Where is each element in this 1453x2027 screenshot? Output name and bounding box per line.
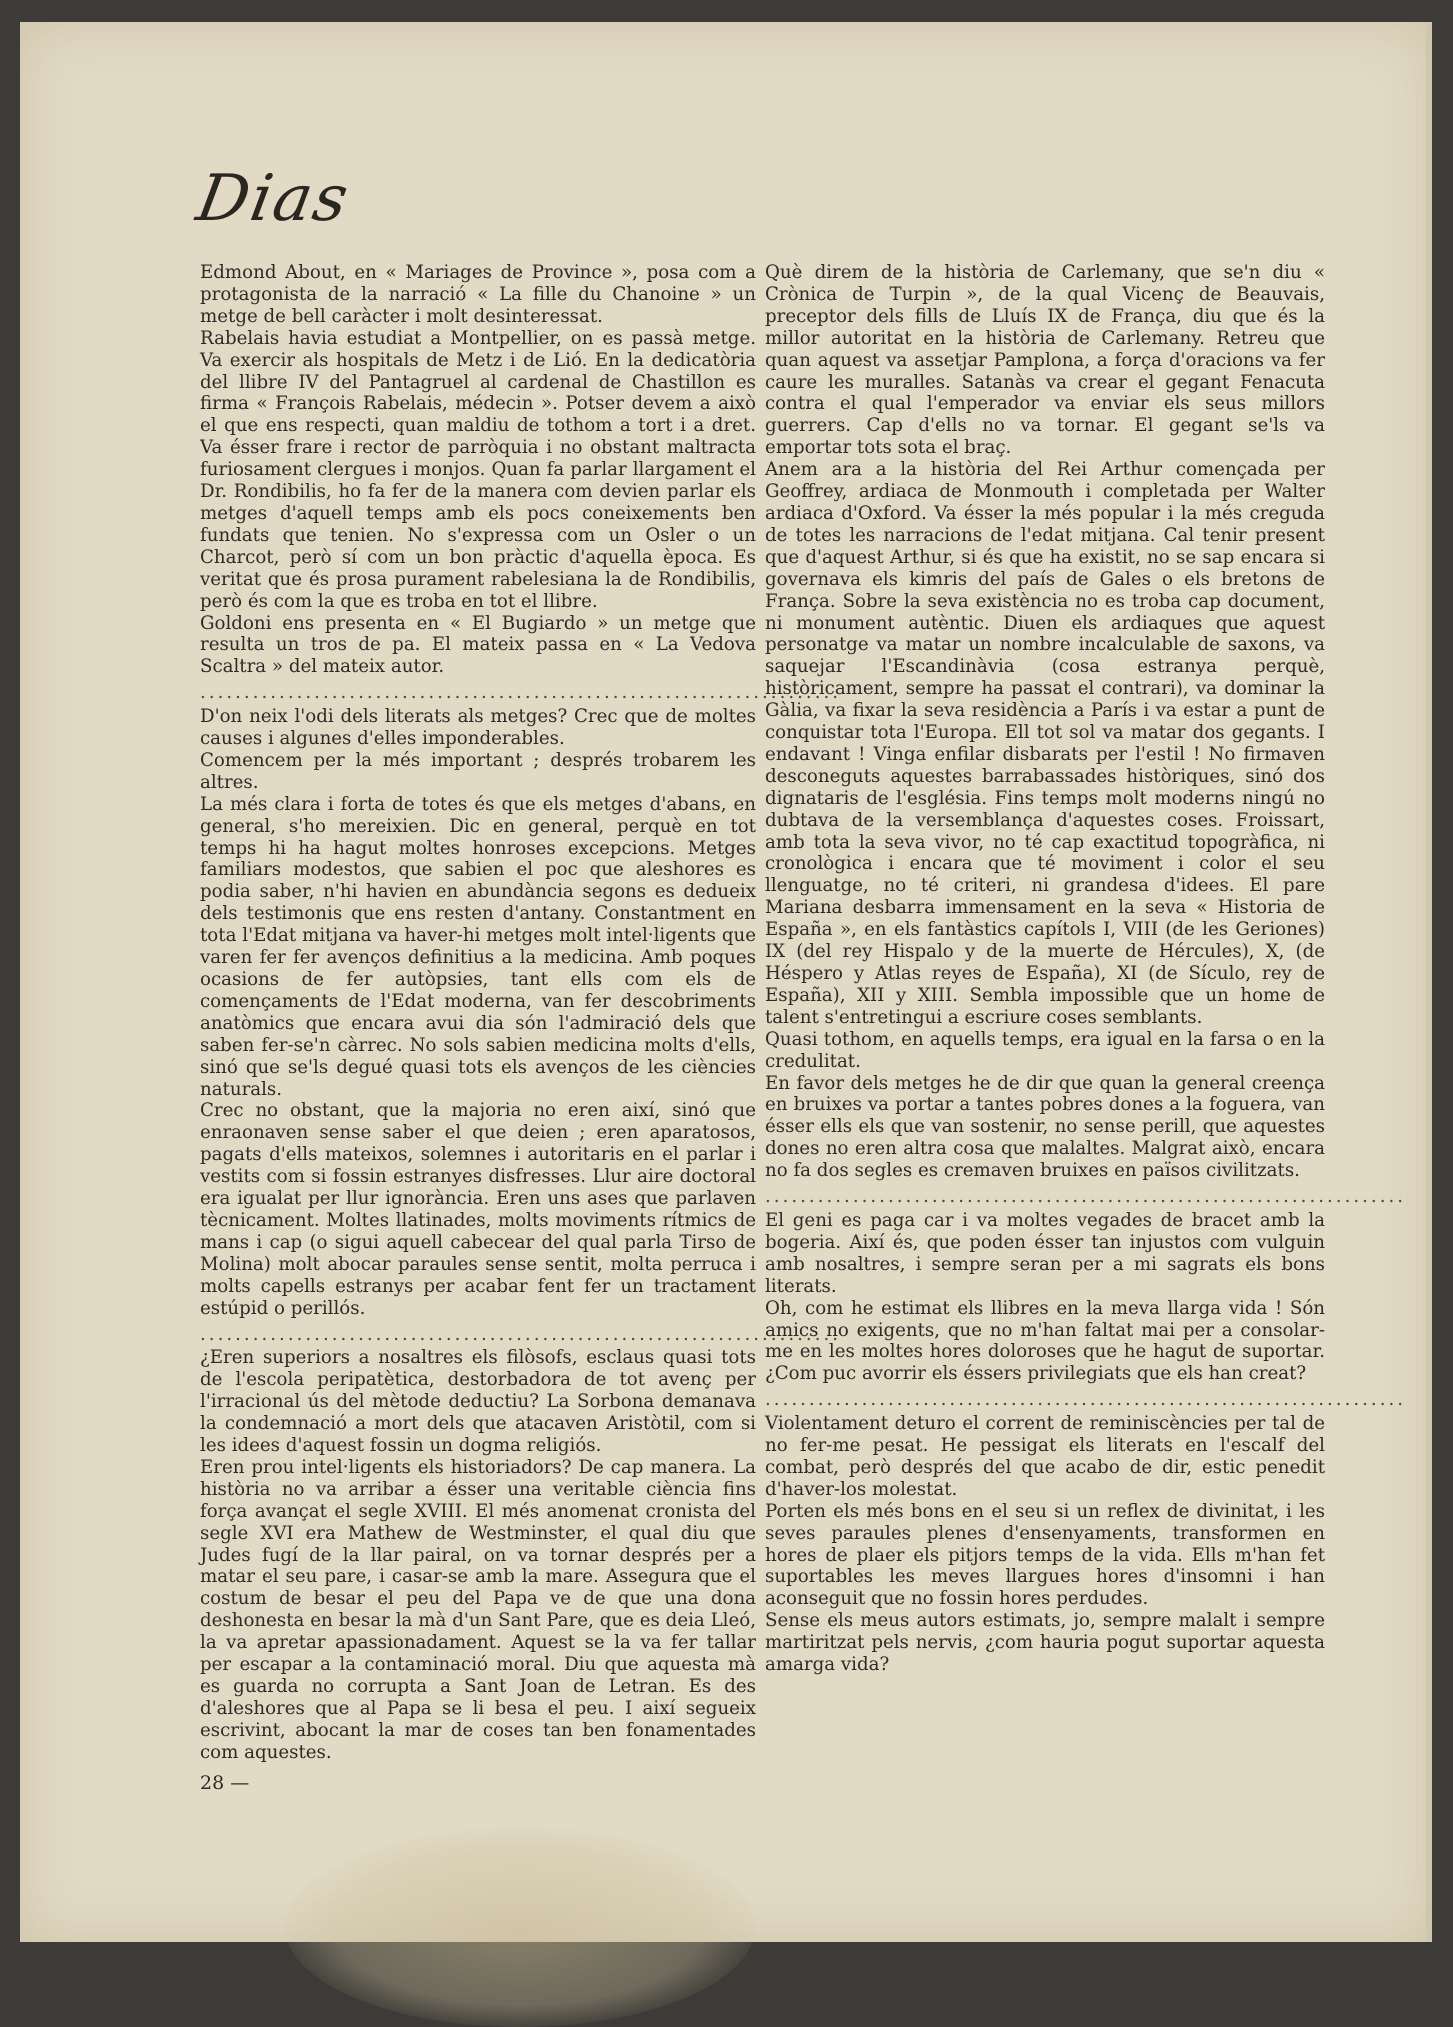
paragraph: D'on neix l'odi dels literats als metges? Crec que de moltes causes i algunes d'elles imponderables. bbox=[200, 706, 756, 750]
paragraph: La més clara i forta de totes és que els metges d'abans, en general, s'ho mereixien. Dic en general, perquè en tot temps hi ha hagut moltes honroses excepcions. Metges familiars modestos, que sabien el poc que aleshores es podia saber, n'hi havien en abundància segons es dedueix dels testimonis que ens resten d'antany. Constantment en tota l'Edat mitjana va haver-hi metges molt intel·ligents que varen fer fer avenços definitius a la medicina. Amb poques ocasions de fer autòpsies, tant ells com els de començaments de l'Edat moderna, van fer descobriments anatòmics que encara avui dia són l'admiració dels que saben fer-se'n càrrec. No sols sabien medicina molts d'ells, sinó que se'ls degué quasi tots els avenços de les ciències naturals. bbox=[200, 793, 756, 1100]
left-column bbox=[200, 262, 842, 1764]
paragraph: Crec no obstant, que la majoria no eren així, sinó que enraonaven sense saber el que deien ; eren aparatosos, pagats d'ells mateixos, solemnes i autoritaris en el parlar i vestits com si fossin estranyes disfresses. Llur aire doctoral era igualat per llur ignorància. Eren uns ases que parlaven tècnicament. Moltes llatinades, molts moviments rítmics de mans i cap (o sigui aquell cabecear del qual parla Tirso de Molina) molt abocar paraules sense sentit, molta perruca i molts capells estranys per acabar fent fer un tractament estúpid o perillós. bbox=[200, 1100, 756, 1319]
paragraph: Porten els més bons en el seu si un reflex de divinitat, i les seves paraules plenes d'ensenyaments, transformen en hores de plaer els pitjors temps de la vida. Ells m'han fet suportables les meves llargues hores d'insomni i han aconseguit que no fossin hores perdudes. bbox=[765, 1500, 1325, 1610]
paper-stain bbox=[285, 1827, 755, 2027]
paragraph: Comencem per la més important ; després trobarem les altres. bbox=[200, 749, 756, 793]
section-divider: ......................................................................... bbox=[765, 1389, 1407, 1411]
section-divider: ......................................................................... bbox=[200, 1323, 842, 1345]
paragraph: Què direm de la història de Carlemany, que se'n diu « Crònica de Turpin », de la qual Vicenç de Beauvais, preceptor dels fills de Lluís IX de França, diu que és la millor autoritat en la història de Carlemany. Retreu que quan aquest va assetjar Pamplona, a força d'oracions va fer caure les muralles. Satanàs va crear el gegant Fenacuta contra el qual l'emperador va enviar els seus millors guerrers. Cap d'ells no va tornar. El gegant se'ls va emportar tots sota el braç. bbox=[765, 262, 1325, 459]
section-divider: ......................................................................... bbox=[200, 682, 842, 704]
paragraph: Sense els meus autors estimats, jo, sempre malalt i sempre martiritzat pels nervis, ¿com hauria pogut suportar aquesta amarga vida? bbox=[765, 1610, 1325, 1676]
paragraph: Eren prou intel·ligents els historiadors? De cap manera. La història no va arribar a ésser una veritable ciència fins força avançat el segle XVIII. El més anomenat cronista del segle XVI era Mathew de Westminster, el qual diu que Judes fugí de la llar pairal, on va tornar després per a matar el seu pare, i casar-se amb la mare. Assegura que el costum de besar el peu del Papa ve de que una dona deshonesta en besar la mà d'un Sant Pare, que es deia Lleó, la va apretar apassionadament. Aquest se la va fer tallar per escapar a la contaminació moral. Diu que aquesta mà es guarda no corrupta a Sant Joan de Letran. Es des d'aleshores que al Papa se li besa el peu. I així segueix escrivint, abocant la mar de coses tan ben fonamentades com aquestes. bbox=[200, 1456, 756, 1763]
document-page bbox=[20, 22, 1432, 1942]
page-title: Dias bbox=[191, 162, 356, 236]
paragraph: Rabelais havia estudiat a Montpellier, on es passà metge. Va exercir als hospitals de Metz i de Lió. En la dedicatòria del llibre IV del Pantagruel al cardenal de Chastillon es firma « François Rabelais, médecin ». Potser devem a això el que ens respecti, quan maldiu de tothom a tort i a dret. Va ésser frare i rector de parròquia i no obstant maltracta furiosament clergues i monjos. Quan fa parlar llargament el Dr. Rondibilis, ho fa fer de la manera com devien parlar els metges d'aquell temps amb els pocs coneixements ben fundats que tenien. No s'expressa com un Osler o un Charcot, però sí com un bon pràctic d'aquella època. Es veritat que és prosa purament rabelesiana la de Rondibilis, però és com la que es troba en tot el llibre. bbox=[200, 327, 756, 612]
section-divider: ......................................................................... bbox=[765, 1186, 1407, 1208]
paragraph: Anem ara a la història del Rei Arthur començada per Geoffrey, ardiaca de Monmouth i completada per Walter ardiaca d'Oxford. Va ésser la més popular i la més creguda de totes les narracions de l'edat mitjana. Cal tenir present que d'aquest Arthur, si és que ha existit, no se sap encara si governava els kimris del país de Gales o els bretons de França. Sobre la seva existència no es troba cap document, ni monument autèntic. Diuen els ardiaques que aquest personatge va matar un nombre incalculable de saxons, va saquejar l'Escandinàvia (cosa estranya perquè, històricament, sempre ha passat el contrari), va dominar la Gàlia, va fixar la seva residència a París i va estar a punt de conquistar tota l'Europa. Ell tot sol va matar dos gegants. I endavant ! Vinga enfilar disbarats per l'estil ! No firmaven desconeguts aquestes barrabassades històriques, sinó dos dignataris de l'església. Fins temps molt moderns ningú no dubtava de la versemblança d'aquestes coses. Froissart, amb tota la seva vivor, no té cap exactitud topogràfica, ni cronològica i encara que té moviment i color el seu llenguatge, no té criteri, ni grandesa d'idees. El pare Mariana desbarra immensament en la seva « Historia de España », en els fantàstics capítols I, VIII (de les Geriones) IX (del rey Hispalo y de la muerte de Hércules), X, (de Héspero y Atlas reyes de España), XI (de Sículo, rey de España), XII y XIII. Sembla impossible que un home de talent s'entretingui a escriure coses semblants. bbox=[765, 459, 1325, 1028]
paragraph: Violentament deturo el corrent de reminiscències per tal de no fer-me pesat. He pessigat els literats en l'escalf del combat, però després del que acabo de dir, estic penedit d'haver-los molestat. bbox=[765, 1413, 1325, 1500]
paragraph: El geni es paga car i va moltes vegades de bracet amb la bogeria. Així és, que poden ésser tan injustos com vulguin amb nosaltres, i sempre seran per a mi sagrats els bons literats. bbox=[765, 1209, 1325, 1297]
page-edge bbox=[1426, 22, 1432, 1942]
page-number: 28 — bbox=[200, 1772, 250, 1794]
paragraph: ¿Eren superiors a nosaltres els filòsofs, esclaus quasi tots de l'escola peripatètica, destorbadora de tot avenç per l'irracional ús del mètode deductiu? La Sorbona demanava la condemnació a mort dels que atacaven Aristòtil, com si les idees d'aquest fossin un dogma religiós. bbox=[200, 1347, 756, 1457]
paragraph: Oh, com he estimat els llibres en la meva llarga vida ! Són amics no exigents, que no m'han faltat mai per a consolar-me en les moltes hores doloroses que he hagut de suportar. ¿Com puc avorrir els éssers privilegiats que els han creat? bbox=[765, 1297, 1325, 1385]
paragraph: En favor dels metges he de dir que quan la general creença en bruixes va portar a tantes pobres dones a la foguera, van ésser ells els que van sostenir, no sense perill, que aquestes dones no eren altra cosa que malaltes. Malgrat això, encara no fa dos segles es cremaven bruixes en països civilitzats. bbox=[765, 1072, 1325, 1182]
paragraph: Goldoni ens presenta en « El Bugiardo » un metge que resulta un tros de pa. El mateix passa en « La Vedova Scaltra » del mateix autor. bbox=[200, 612, 756, 678]
paragraph: Edmond About, en « Mariages de Province », posa com a protagonista de la narració « La fille du Chanoine » un metge de bell caràcter i molt desinteressat. bbox=[200, 262, 756, 327]
paragraph: Quasi tothom, en aquells temps, era igual en la farsa o en la credulitat. bbox=[765, 1028, 1325, 1072]
right-column bbox=[765, 262, 1407, 1676]
